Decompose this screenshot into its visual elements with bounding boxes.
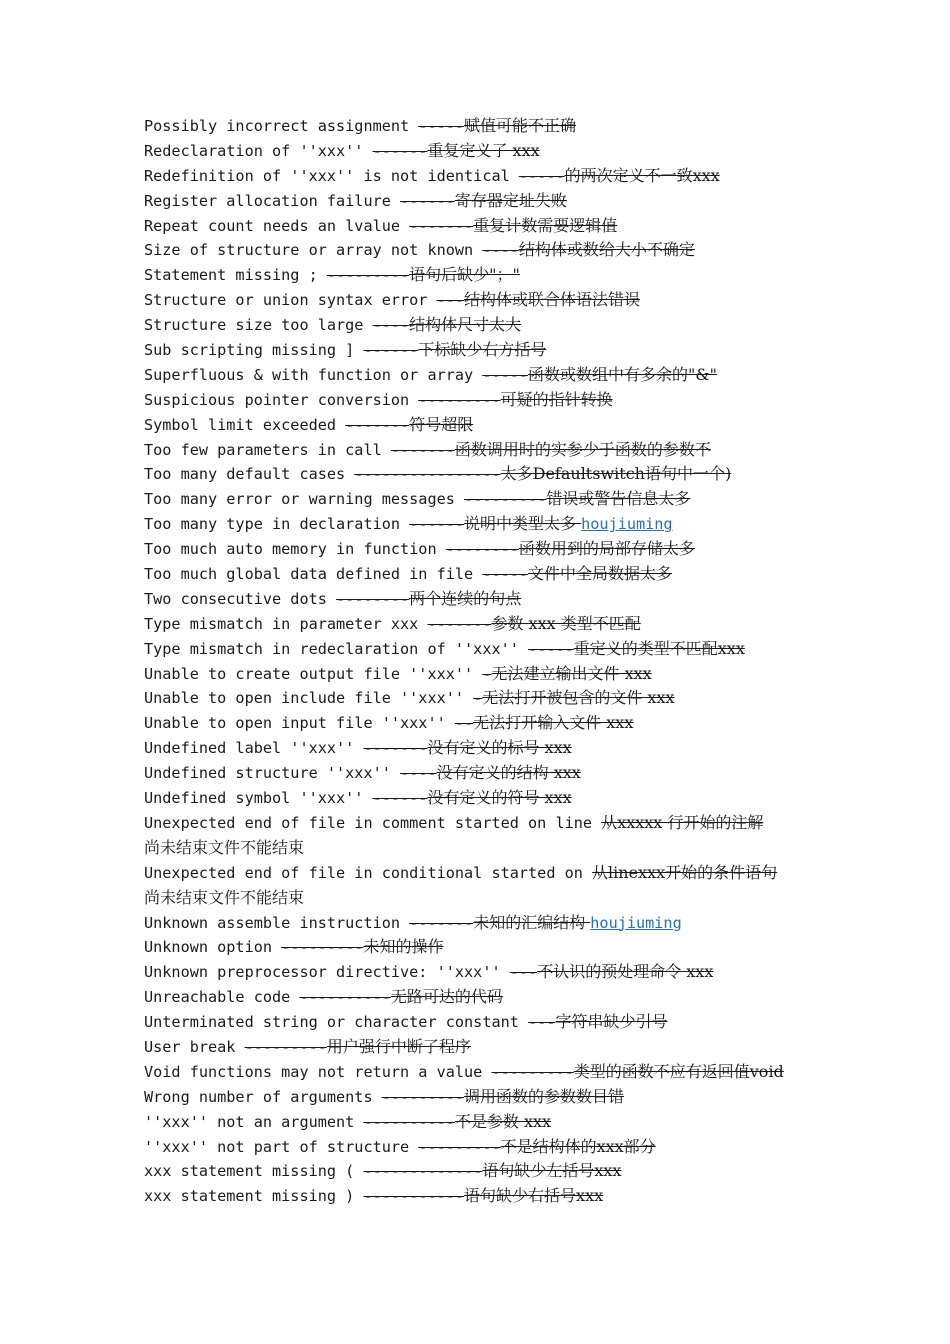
translation-group (345, 416, 473, 434)
translation-group (363, 739, 571, 757)
error-message-english: Unable to open include file ''xxx'' (144, 689, 474, 708)
error-message-english: Undefined structure ''xxx'' (144, 764, 401, 783)
error-entry (144, 462, 824, 487)
error-message-chinese: 无路可达的代码 (390, 987, 503, 1007)
error-entry (144, 189, 824, 214)
error-message-chinese: 函数用到的局部存储太多 (518, 539, 695, 559)
translation-group (473, 689, 674, 707)
error-entry (144, 164, 824, 189)
dash-separator: --------- (244, 1037, 327, 1056)
error-entry (144, 1110, 824, 1135)
error-message-continuation: 尚未结束文件不能结束 (144, 887, 305, 907)
dash-separator: ------- (363, 739, 428, 758)
dash-separator: - (482, 664, 492, 683)
error-entry (144, 736, 824, 761)
error-entry (144, 662, 824, 687)
error-entry (144, 388, 824, 413)
error-message-chinese: 参数 xxx 类型不匹配 (491, 613, 641, 633)
error-message-english: Unable to create output file ''xxx'' (144, 664, 483, 683)
dash-separator: ------ (400, 191, 455, 210)
error-message-chinese: 文件中全局数据太多 (528, 564, 673, 584)
error-entry (144, 288, 824, 313)
dash-separator: --- (509, 963, 538, 982)
error-entry (144, 686, 824, 711)
error-message-english: Void functions may not return a value (144, 1062, 492, 1081)
error-message-chinese: 没有定义的标号 xxx (427, 738, 572, 758)
translation-group (418, 1138, 655, 1156)
error-message-english: Superfluous & with function or array (144, 365, 483, 384)
dash-separator: - (473, 689, 483, 708)
error-message-english: Wrong number of arguments (144, 1087, 382, 1106)
translation-group (491, 1063, 783, 1081)
error-entry (144, 811, 824, 836)
error-message-chinese: 无法打开被包含的文件 xxx (482, 688, 675, 708)
error-entry (144, 238, 824, 263)
dash-separator: -------- (336, 589, 410, 608)
error-message-chinese: 从linexxx开始的条件语句 (592, 862, 778, 882)
error-entry (144, 960, 824, 985)
error-entry (144, 637, 824, 662)
error-message-chinese: 重复定义了 xxx (427, 140, 540, 160)
error-message-english: Too many type in declaration (144, 515, 410, 534)
error-message-chinese: 的两次定义不一致xxx (564, 165, 720, 185)
error-entry (144, 1184, 824, 1209)
error-entry (144, 487, 824, 512)
translation-group (482, 665, 651, 683)
error-message-chinese: 类型的函数不应有返回值void (573, 1061, 784, 1081)
error-message-chinese: 无法建立输出文件 xxx (491, 663, 652, 683)
error-message-english: ''xxx'' not an argument (144, 1112, 364, 1131)
error-message-chinese: 不认识的预处理命令 xxx (537, 962, 714, 982)
error-message-chinese: 两个连续的句点 (409, 588, 522, 608)
dash-separator: ------ (372, 789, 428, 808)
dash-separator: ------- (345, 415, 410, 434)
error-message-english: Undefined symbol ''xxx'' (144, 789, 373, 808)
document-page (144, 114, 824, 1209)
translation-group (400, 192, 567, 210)
dash-separator: --------- (281, 938, 364, 957)
error-message-english: Possibly incorrect assignment (144, 117, 419, 135)
dash-separator: ------------- (363, 1162, 483, 1181)
translation-group (519, 167, 720, 185)
dash-separator: -- (454, 714, 474, 733)
error-message-english: Too many default cases (144, 465, 355, 484)
translation-group (373, 142, 540, 160)
error-entry (144, 861, 824, 886)
translation-group (427, 615, 640, 633)
error-message-english: Sub scripting missing ] (144, 341, 364, 360)
error-message-chinese: 语句缺少右括号xxx (464, 1186, 604, 1206)
error-message-english: Symbol limit exceeded (144, 415, 346, 434)
error-message-english: ''xxx'' not part of structure (144, 1137, 419, 1156)
dash-separator: ------ (372, 141, 428, 160)
error-entry (144, 587, 824, 612)
error-message-chinese: 结构体或联合体语法错误 (464, 290, 641, 310)
translation-group (464, 490, 690, 508)
translation-group (446, 540, 695, 558)
dash-separator: ---------- (299, 988, 391, 1007)
translation-group (354, 465, 731, 483)
dash-separator: --------- (491, 1062, 574, 1081)
dash-separator: ------- (427, 614, 492, 633)
error-entry (144, 562, 824, 587)
translation-group (482, 241, 695, 259)
error-entry (144, 438, 824, 463)
dash-separator: ------- (409, 216, 474, 235)
error-message-chinese: 太多Defaultswitch语句中一个) (500, 464, 732, 484)
author-link[interactable]: houjiuming (590, 913, 682, 932)
error-entry (144, 911, 824, 936)
translation-group (510, 963, 714, 981)
dash-separator: ----- (528, 639, 574, 658)
error-message-chinese: 不是参数 xxx (454, 1111, 552, 1131)
error-message-chinese: 从xxxxx 行开始的注解 (601, 812, 764, 832)
error-message-english: Unreachable code (144, 988, 300, 1007)
error-message-english: Two consecutive dots (144, 589, 337, 608)
dash-separator: ---- (400, 764, 437, 783)
error-message-chinese: 重定义的类型不匹配xxx (573, 638, 745, 658)
dash-separator: ----- (482, 365, 529, 384)
error-message-chinese: 不是结构体的xxx部分 (500, 1136, 656, 1156)
dash-separator: ------ (409, 515, 465, 534)
translation-group (409, 515, 581, 533)
error-message-chinese: 调用函数的参数数目错 (464, 1086, 625, 1106)
error-message-chinese: 可疑的指针转换 (500, 389, 613, 409)
error-message-english: Redeclaration of ''xxx'' (144, 141, 373, 160)
error-message-chinese: 说明中类型太多 (464, 514, 582, 534)
error-entry (144, 1010, 824, 1035)
error-message-english: Size of structure or array not known (144, 241, 483, 260)
error-message-english: Unterminated string or character constant (144, 1013, 529, 1032)
translation-group (281, 938, 443, 956)
translation-group (455, 714, 633, 732)
translation-group (409, 217, 617, 235)
translation-group (382, 1088, 624, 1106)
dash-separator: ------- (390, 440, 455, 459)
dash-separator: --------- (326, 266, 410, 285)
error-message-english: Type mismatch in redeclaration of ''xxx'' (144, 639, 529, 658)
error-message-chinese: 语句后缺少"；" (409, 265, 520, 285)
translation-group (437, 291, 640, 309)
error-message-english: Statement missing ; (144, 266, 327, 285)
error-message-english: Unknown option (144, 938, 282, 957)
error-message-english: Unexpected end of file in conditional started on (144, 863, 593, 882)
error-entry (144, 537, 824, 562)
error-message-english: Unable to open input file ''xxx'' (144, 714, 455, 733)
error-message-english: Too few parameters in call (144, 440, 391, 459)
error-entry (144, 985, 824, 1010)
error-message-chinese: 结构体尺寸太大 (409, 315, 522, 335)
translation-group (363, 1162, 621, 1180)
translation-group (409, 914, 590, 932)
error-message-english: xxx statement missing ( (144, 1162, 364, 1181)
error-message-chinese: 函数或数组中有多余的"&" (528, 364, 718, 384)
error-entry (144, 214, 824, 239)
error-entry (144, 413, 824, 438)
error-message-chinese: 寄存器定址失败 (454, 190, 567, 210)
error-message-chinese: 函数调用时的实参少于函数的参数不 (454, 439, 711, 459)
error-message-chinese: 用户强行中断了程序 (326, 1036, 471, 1056)
translation-group (418, 117, 576, 135)
translation-group (363, 1113, 551, 1131)
translation-group (327, 266, 520, 284)
error-entry (144, 263, 824, 288)
error-message-english: Too much global data defined in file (144, 565, 483, 584)
error-message-english: xxx statement missing ) (144, 1187, 364, 1206)
error-message-continuation: 尚未结束文件不能结束 (144, 837, 305, 857)
translation-group (601, 814, 763, 832)
error-entry (144, 139, 824, 164)
error-entry (144, 512, 824, 537)
error-message-chinese: 下标缺少右方括号 (418, 340, 547, 360)
translation-group (373, 316, 522, 334)
error-message-english: Too much auto memory in function (144, 540, 446, 559)
error-message-chinese: 没有定义的符号 xxx (427, 788, 572, 808)
error-message-english: Suspicious pointer conversion (144, 390, 419, 409)
dash-separator: -------- (445, 540, 519, 559)
error-message-english: Type mismatch in parameter xxx (144, 614, 428, 633)
error-entry (144, 114, 824, 139)
error-entry (144, 711, 824, 736)
translation-group (592, 864, 777, 882)
translation-group (528, 640, 745, 658)
error-message-english: Repeat count needs an lvalue (144, 216, 410, 235)
translation-group (400, 764, 581, 782)
dash-separator: --------- (418, 390, 501, 409)
translation-group (363, 341, 546, 359)
error-entry (144, 1159, 824, 1184)
error-message-chinese: 无法打开输入文件 xxx (473, 713, 634, 733)
dash-separator: ----- (418, 117, 465, 135)
error-entry (144, 612, 824, 637)
dash-separator: ----- (482, 565, 529, 584)
error-message-english: Register allocation failure (144, 191, 401, 210)
error-message-chinese: 结构体或数给大小不确定 (518, 240, 695, 260)
translation-group (245, 1038, 471, 1056)
translation-group (391, 441, 711, 459)
translation-group (363, 1187, 603, 1205)
error-message-chinese: 字符串缺少引号 (555, 1012, 668, 1032)
error-message-english: Unexpected end of file in comment started on line (144, 813, 602, 832)
translation-group (299, 988, 502, 1006)
dash-separator: --- (528, 1013, 556, 1032)
dash-separator: ------- (409, 913, 474, 932)
error-entry (144, 363, 824, 388)
error-message-english: Too many error or warning messages (144, 490, 465, 509)
dash-separator: --- (436, 291, 465, 310)
error-message-chinese: 没有定义的结构 xxx (436, 763, 581, 783)
dash-separator: ----- (518, 166, 565, 185)
error-message-english: Unknown preprocessor directive: ''xxx'' (144, 963, 510, 982)
error-message-english: Unknown assemble instruction (144, 913, 410, 932)
error-entry (144, 1060, 824, 1085)
author-link[interactable]: houjiuming (581, 515, 673, 534)
error-entry (144, 1085, 824, 1110)
dash-separator: --------- (418, 1137, 501, 1156)
error-message-english: Undefined label ''xxx'' (144, 739, 364, 758)
error-message-chinese: 错误或警告信息太多 (546, 489, 691, 509)
error-entry (144, 786, 824, 811)
dash-separator: ----------- (363, 1187, 465, 1206)
dash-separator: ---- (372, 316, 410, 335)
error-message-english: Redefinition of ''xxx'' is not identical (144, 166, 519, 185)
translation-group (482, 565, 672, 583)
error-entry (144, 313, 824, 338)
translation-group (336, 590, 521, 608)
translation-group (373, 789, 572, 807)
dash-separator: ---------- (363, 1112, 455, 1131)
error-message-english: User break (144, 1037, 245, 1056)
error-message-chinese: 未知的操作 (363, 937, 444, 957)
error-message-english: Structure or union syntax error (144, 291, 437, 310)
dash-separator: --------- (381, 1087, 465, 1106)
dash-separator: --------- (464, 490, 547, 509)
error-entry (144, 1035, 824, 1060)
translation-group (418, 391, 612, 409)
error-entry (144, 761, 824, 786)
error-message-chinese: 符号超限 (409, 414, 474, 434)
dash-separator: ---- (482, 241, 519, 260)
error-entry (144, 1135, 824, 1160)
error-entry (144, 935, 824, 960)
error-entry (144, 338, 824, 363)
dash-separator: ---------------- (354, 465, 501, 484)
error-message-chinese: 未知的汇编结构 (473, 912, 591, 932)
error-message-chinese: 重复计数需要逻辑值 (473, 215, 618, 235)
translation-group (482, 366, 717, 384)
error-message-chinese: 赋值可能不正确 (464, 116, 577, 135)
translation-group (528, 1013, 667, 1031)
error-message-english: Structure size too large (144, 316, 373, 335)
dash-separator: ------ (363, 341, 419, 360)
error-message-chinese: 语句缺少左括号xxx (482, 1161, 622, 1181)
